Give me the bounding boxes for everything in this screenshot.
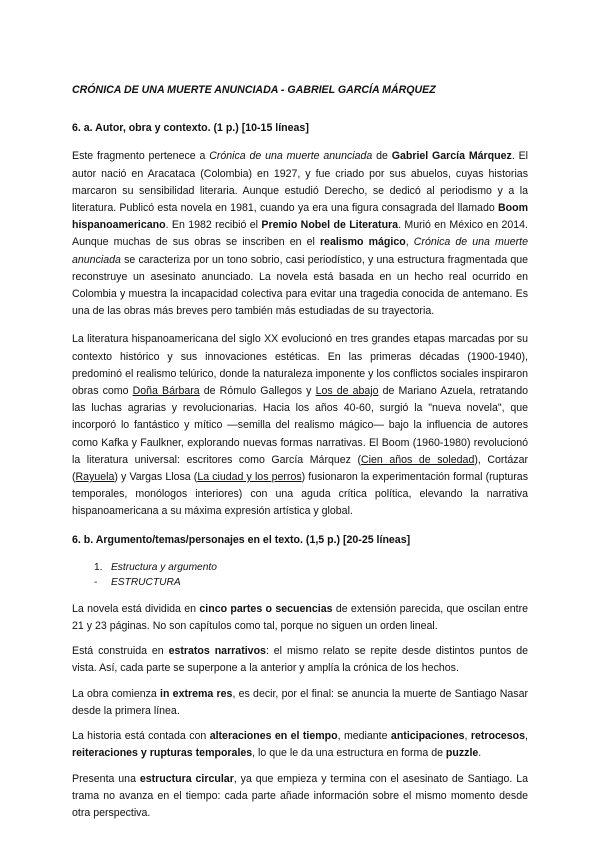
text-run: ) y Vargas Llosa ( xyxy=(114,471,198,484)
text-run: La obra comienza xyxy=(72,687,161,700)
list-item-label: Estructura y argumento xyxy=(111,561,217,573)
work-title: Crónica de una muerte anunciada xyxy=(72,236,529,266)
list-marker: 1. xyxy=(94,561,103,573)
text-run: de extensión parecida, que oscilan entre 21 y 23 páginas. No son capítulos como tal, porque no siguen un orden lineal. xyxy=(72,602,528,633)
text-run: de xyxy=(372,150,392,163)
author-name: Gabriel García Márquez xyxy=(391,150,512,163)
paragraph-structure-parts xyxy=(72,601,528,635)
text-run: Presenta una xyxy=(72,772,140,785)
bold-term: Premio Nobel de Literatura xyxy=(261,219,399,232)
bold-term: Boom hispanoamericano xyxy=(72,202,528,232)
underlined-title: Rayuela xyxy=(75,471,115,484)
paragraph-author-context xyxy=(72,148,528,320)
list-item xyxy=(94,560,528,575)
paragraph-in-extrema-res xyxy=(72,686,528,720)
section-b-heading: 6. b. Argumento/temas/personajes en el texto. (1,5 p.) [20-25 líneas] xyxy=(72,533,411,546)
bold-term: puzzle xyxy=(445,747,479,760)
text-run: , mediante xyxy=(337,730,391,743)
bold-term: retrocesos xyxy=(470,730,526,743)
text-run: Está construida en xyxy=(72,645,169,658)
text-run: La historia está contada con xyxy=(72,730,210,743)
bold-term: estructura circular xyxy=(139,772,234,785)
text-run: se caracteriza por un tono sobrio, casi periodístico, y una estructura fragmentada que reconstruye un asesinato anunciado. La novela está basada en un hecho real ocurrido en Colombia y muestra la incapacidad colectiva para evitar una tragedia conocida de antemano. Es una de las obras más breves pero también más estudiadas de su trayectoria. xyxy=(72,253,528,318)
bold-term: cinco partes o secuencias xyxy=(199,602,333,615)
bold-term: realismo mágico xyxy=(319,236,406,249)
underlined-title: Los de abajo xyxy=(315,385,379,398)
list-item-label: ESTRUCTURA xyxy=(111,576,181,588)
work-title: Crónica de una muerte anunciada xyxy=(209,150,373,163)
bold-term: alteraciones en el tiempo xyxy=(209,730,338,743)
document-title: CRÓNICA DE UNA MUERTE ANUNCIADA - GABRIEL GARCÍA MÁRQUEZ xyxy=(72,84,436,96)
text-run: , ya que empieza y termina con el asesinato de Santiago. La trama no avanza en el tiempo: cada parte añade información sobre el mismo momento desde otra perspectiva. xyxy=(72,772,528,819)
text-run: ) fusionaron la experimentación formal (rupturas temporales, monólogos interiores) con una aguda crítica política, elevando la narrativa hispanoamericana a su máxima expresión artística y global. xyxy=(72,471,528,518)
text-run: de Mariano Azuela, retratando las luchas agrarias y revolucionarias. Hacia los años 40-60, surgió la "nueva novela", que incorporó lo fantástico y mítico —semilla del realismo mágico— bajo la influencia de autores como Kafka y Faulkner, explorando nuevas formas narrativas. El Boom (1960-1980) revolucionó la literatura universal: escritores como García Márquez ( xyxy=(72,385,528,466)
text-run: de Rómulo Gallegos y xyxy=(199,385,316,398)
text-run: La literatura hispanoamericana del siglo XX evolucionó en tres grandes etapas marcadas por su contexto histórico y sus innovaciones estéticas. En las primeras décadas (1900-1940), predominó el realismo telúrico, donde la naturaleza imponente y los conflictos sociales inspiraron obras como xyxy=(72,333,528,398)
bold-term: anticipaciones xyxy=(390,730,465,743)
bold-term: reiteraciones y rupturas temporales xyxy=(72,747,253,760)
outline-list xyxy=(94,560,528,590)
text-run: . xyxy=(478,747,482,760)
text-run: . En 1982 recibió el xyxy=(165,219,262,232)
text-run: Este fragmento pertenece a xyxy=(72,150,210,163)
list-marker: - xyxy=(94,576,98,588)
paragraph-literary-context xyxy=(72,331,528,520)
text-run: , xyxy=(464,730,471,743)
paragraph-circular-structure xyxy=(72,771,528,823)
text-run: . El autor nació en Aracataca (Colombia) en 1927, y fue criado por sus abuelos, cuyas historias marcaron su sensibilidad literaria. Aunque estudió Derecho, se dedicó al periodismo y a la literatura. Publicó esta novela en 1981, cuando ya era una figura consagrada del llamado xyxy=(72,150,528,215)
paragraph-narrative-strata xyxy=(72,643,528,677)
text-run: , es decir, por el final: se anuncia la muerte de Santiago Nasar desde la primera línea. xyxy=(72,687,528,717)
paragraph-time-alterations xyxy=(72,728,528,762)
text-run: La novela está dividida en xyxy=(72,602,200,615)
text-run: , xyxy=(525,730,528,743)
text-run: , xyxy=(405,236,414,249)
underlined-title: La ciudad y los perros xyxy=(197,471,302,484)
section-a-heading: 6. a. Autor, obra y contexto. (1 p.) [10-15 líneas] xyxy=(72,122,309,135)
bold-term: in extrema res xyxy=(160,687,233,700)
text-run: . Murió en México en 2014. Aunque muchas de sus obras se inscriben en el xyxy=(72,219,528,249)
list-item xyxy=(94,575,528,590)
underlined-title: Doña Bárbara xyxy=(132,385,200,398)
bold-term: estratos narrativos xyxy=(168,645,266,658)
underlined-title: Cien años de soledad xyxy=(361,453,475,466)
text-run: : el mismo relato se repite desde distintos puntos de vista. Así, cada parte se superpone a la anterior y amplía la crónica de los hechos. xyxy=(72,645,528,675)
document-page xyxy=(72,82,528,822)
text-run: ), Cortázar ( xyxy=(72,453,528,484)
text-run: , lo que le da una estructura en forma de xyxy=(252,747,446,760)
